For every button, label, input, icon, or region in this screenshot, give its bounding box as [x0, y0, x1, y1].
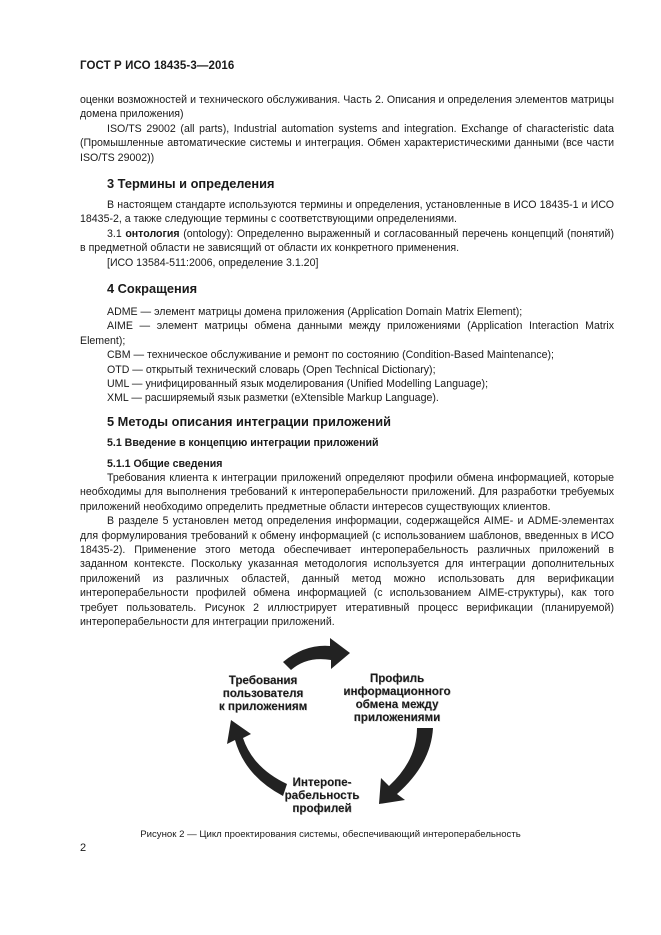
abbreviation-item: CBM — техническое обслуживание и ремонт по состоянию (Condition-Based Maintenance);	[107, 349, 554, 362]
section-3-paragraph: В настоящем стандарте используются термины и определения, установленные в ИСО 18435-1 и ИСО 18435-2, а также следующие термины с соответствующими определениями.	[80, 199, 614, 226]
subsection-5-1-title: 5.1 Введение в концепцию интеграции приложений	[107, 437, 379, 449]
page-number: 2	[80, 842, 87, 854]
section-5-body	[80, 471, 614, 629]
term-number: 3.1	[107, 227, 122, 240]
abbreviation-item: ADME — элемент матрицы домена приложения (Application Domain Matrix Element);	[107, 306, 523, 318]
term-name: онтология	[125, 227, 180, 240]
section-4-title: 4 Сокращения	[107, 281, 198, 296]
arrow-right	[379, 728, 433, 804]
term-reference: [ИСО 13584-511:2006, определение 3.1.20]	[107, 256, 319, 269]
abbreviation-item: OTD — открытый технический словарь (Open Technical Dictionary);	[107, 363, 436, 376]
term-definition	[80, 227, 614, 256]
arrow-top	[283, 638, 350, 670]
label-profile-interoperability: Интеропе- рабельность профилей	[284, 776, 360, 815]
subsection-5-1-1-title: 5.1.1 Общие сведения	[107, 458, 223, 470]
abbreviation-item: XML — расширяемый язык разметки (eXtensible Markup Language).	[107, 392, 439, 405]
intro-paragraph-2: ISO/TS 29002 (all parts), Industrial automation systems and integration. Exchange of characteristic data (Промышленные автоматические системы и интеграция. Обмен характеристическими данными (все части ISO/TS 29002))	[80, 122, 614, 164]
section-5-title: 5 Методы описания интеграции приложений	[107, 414, 391, 429]
figure-caption: Рисунок 2 — Цикл проектирования системы, обеспечивающий интероперабельность	[140, 829, 521, 840]
label-user-requirements: Требования пользователя к приложениям	[218, 674, 308, 713]
section-5-paragraph-2: В разделе 5 установлен метод определения информации, содержащейся AIME- и ADME-элементах для формулирования требований к обмену информацией (с использованием шаблонов, введенных в ИСО 18435-2). Применение этого метода обеспечивает интероперабельность различных приложений в заданном контексте. Поскольку указанная методология используется для интеграции дополнительных приложений из различных областей, данный метод можно использовать для верификации интероперабельности профилей обмена информацией (с использованием AIME-структуры), как того требует пользователь. Рисунок 2 иллюстрирует итеративный процесс верификации (планируемой) интероперабельности для интеграции приложений.	[80, 515, 614, 629]
term-english: (ontology):	[183, 227, 234, 240]
term-text: Определенно выраженный и согласованный перечень концепций (понятий) в предметной области не зависящий от области их конкретного применения.	[80, 227, 615, 255]
abbreviation-item: AIME — элемент матрицы обмена данными между приложениями (Application Interaction Matrix Element);	[80, 320, 614, 347]
label-info-exchange-profile: Профиль информационного обмена между приложениями	[343, 672, 451, 724]
intro-paragraph-1: оценки возможностей и технического обслуживания. Часть 2. Описания и определения элементов матрицы домена приложения)	[80, 94, 614, 121]
section-3-body	[80, 198, 614, 270]
cycle-diagram	[195, 636, 475, 826]
section-5-paragraph-1: Требования клиента к интеграции приложений определяют профили обмена информацией, которые необходимы для выполнения требований к интероперабельности приложений. Для разработки требуемых приложений необходимо определить предметные области интересов существующих клиентов.	[80, 472, 614, 513]
section-3-title: 3 Термины и определения	[107, 176, 275, 191]
abbreviation-list	[80, 305, 614, 406]
intro-block	[80, 93, 614, 165]
abbreviation-item: UML — унифицированный язык моделирования (Unified Modelling Language);	[107, 378, 489, 391]
document-header: ГОСТ Р ИСО 18435-3—2016	[80, 60, 235, 72]
